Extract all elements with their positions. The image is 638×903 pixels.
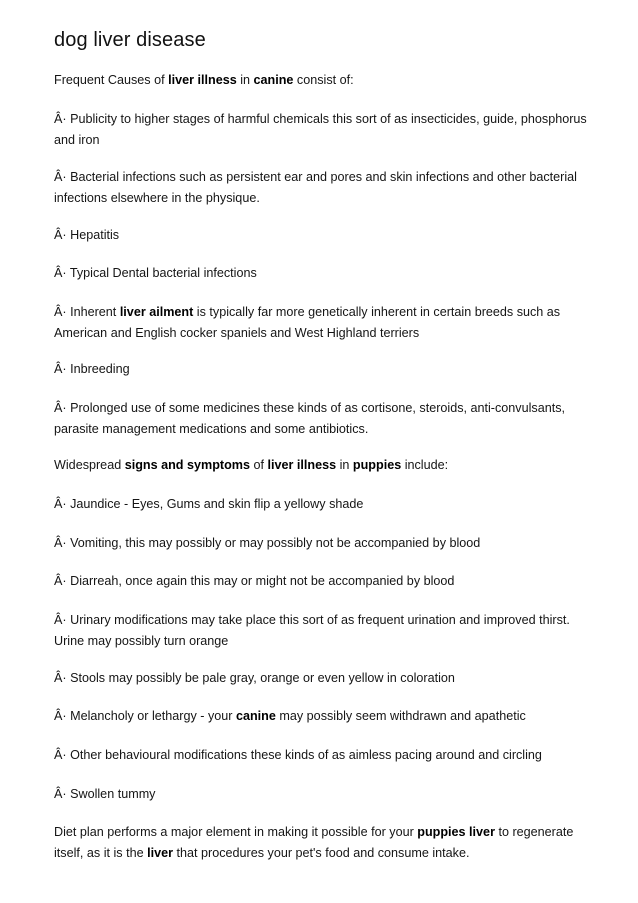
paragraph-text: Â· Prolonged use of some medicines these kinds of as cortisone, steroids, anti-convulsants, parasite management medications and some antibiotics. xyxy=(54,401,566,436)
paragraph-text: include: xyxy=(401,458,449,472)
paragraph-text: Â· Swollen tummy xyxy=(54,787,156,801)
paragraph-text: may possibly seem withdrawn and apathetic xyxy=(275,709,526,723)
paragraph-text: Â· Diarreah, once again this may or might not be accompanied by blood xyxy=(54,574,455,588)
paragraph-text: Â· Other behavioural modifications these kinds of as aimless pacing around and circling xyxy=(54,748,542,762)
paragraph-text: Â· Jaundice - Eyes, Gums and skin flip a yellowy shade xyxy=(54,497,364,511)
paragraph-text: Â· Vomiting, this may possibly or may possibly not be accompanied by blood xyxy=(54,536,481,550)
paragraph xyxy=(54,455,602,476)
paragraph-text: Â· Inbreeding xyxy=(54,362,130,376)
paragraph xyxy=(54,225,602,246)
paragraph xyxy=(54,784,602,805)
bold-keyword: signs and symptoms xyxy=(124,458,250,472)
paragraph xyxy=(54,668,602,689)
bold-keyword: liver ailment xyxy=(119,305,194,319)
paragraph xyxy=(54,494,602,515)
paragraph xyxy=(54,263,602,284)
bold-keyword: canine xyxy=(235,709,276,723)
paragraph-text: Â· Hepatitis xyxy=(54,228,120,242)
paragraph-text: Frequent Causes of xyxy=(54,73,169,87)
paragraph-text: Â· Typical Dental bacterial infections xyxy=(54,266,257,280)
paragraph-text: Widespread xyxy=(54,458,125,472)
paragraph xyxy=(54,398,602,440)
paragraph xyxy=(54,359,602,380)
bold-keyword: puppies xyxy=(352,458,402,472)
paragraph-text: to regenerate itself, as it is the xyxy=(54,825,574,860)
paragraph-text: is typically far more genetically inherent in certain breeds such as American and English cocker spaniels and West Highland terriers xyxy=(54,305,561,340)
paragraph-text: in xyxy=(336,458,353,472)
paragraph-text: Â· Publicity to higher stages of harmful chemicals this sort of as insecticides, guide, phosphorus and iron xyxy=(54,112,587,147)
paragraph-text: that procedures your pet's food and consume intake. xyxy=(173,846,470,860)
bold-keyword: puppies liver xyxy=(417,825,495,839)
paragraph-text: in xyxy=(236,73,254,87)
paragraph xyxy=(54,533,602,554)
paragraph xyxy=(54,706,602,727)
bold-keyword: canine xyxy=(253,73,294,87)
paragraph xyxy=(54,109,602,151)
paragraph-text: Â· Bacterial infections such as persistent ear and pores and skin infections and other bacterial infections elsewhere in the physique. xyxy=(54,170,577,205)
bold-keyword: liver illness xyxy=(168,73,237,87)
paragraph-text: Diet plan performs a major element in making it possible for your xyxy=(54,825,418,839)
page-title: dog liver disease xyxy=(54,29,206,51)
bold-keyword: liver illness xyxy=(267,458,337,472)
paragraph xyxy=(54,745,602,766)
paragraph-text: Â· Urinary modifications may take place this sort of as frequent urination and improved thirst. Urine may possibly turn orange xyxy=(54,613,570,648)
paragraph xyxy=(54,302,602,344)
paragraph-text: Â· Inherent xyxy=(54,305,120,319)
paragraph-text: Â· Melancholy or lethargy - your xyxy=(54,709,236,723)
paragraph xyxy=(54,571,602,592)
paragraph xyxy=(54,167,602,209)
paragraph-text: consist of: xyxy=(293,73,354,87)
paragraph-text: of xyxy=(249,458,268,472)
paragraph xyxy=(54,70,602,91)
paragraph xyxy=(54,822,602,864)
paragraph xyxy=(54,610,602,652)
paragraph-text: Â· Stools may possibly be pale gray, orange or even yellow in coloration xyxy=(54,671,455,685)
bold-keyword: liver xyxy=(147,846,174,860)
